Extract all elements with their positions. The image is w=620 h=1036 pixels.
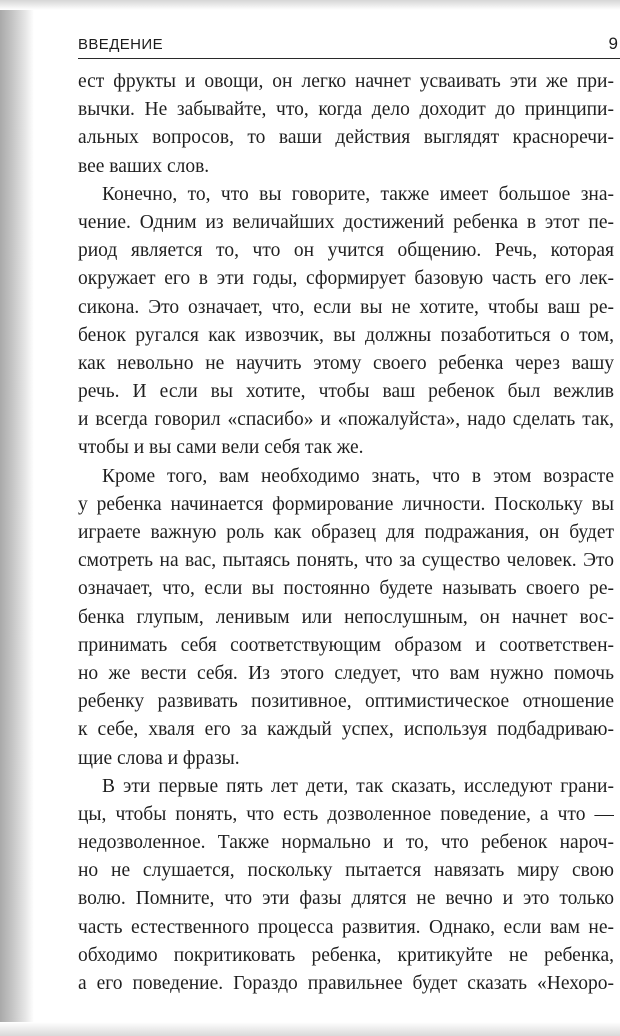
text-line: но не слушается, поскольку пытается навязать миру свою (78, 860, 614, 882)
text-line: и всегда говорил «спасибо» и «пожалуйста», надо сделать так, (78, 409, 614, 431)
text-line: но же вести себя. Из этого следует, что вам нужно помочь (78, 662, 614, 684)
text-line: чтобы и вы сами вели себя так же. (78, 437, 364, 459)
header-divider (78, 58, 620, 59)
running-header (78, 34, 620, 58)
text-line: как невольно не научить этому своего ребенка через вашу (78, 352, 614, 374)
text-line: риод является то, что он учится общению. Речь, которая (78, 240, 614, 262)
page-top-edge (0, 0, 620, 10)
text-line: альных вопросов, то ваши действия выглядят красноречи- (78, 127, 614, 149)
text-line: вее ваших слов. (78, 155, 210, 177)
text-line: означает, что, если вы постоянно будете называть своего ре- (78, 578, 614, 600)
text-line: у ребенка начинается формирование личности. Поскольку вы (78, 493, 614, 515)
chapter-title: ВВЕДЕНИЕ (78, 36, 163, 53)
text-line: часть естественного процесса развития. Однако, если вам не- (78, 916, 614, 938)
text-line: бенка глупым, ленивым или непослушным, он начнет вос- (78, 606, 614, 628)
text-line: окружает его в эти годы, сформирует базовую часть его лек- (78, 268, 614, 290)
binding-shadow (0, 0, 34, 1036)
text-line: вычки. Не забывайте, что, когда дело доходит до принципи- (78, 99, 614, 121)
text-line: ребенку развивать позитивное, оптимистическое отношение (78, 691, 614, 713)
text-line: играете важную роль как образец для подражания, он будет (78, 522, 614, 543)
text-line: чение. Одним из величайших достижений ребенка в этот пе- (78, 211, 614, 233)
text-line: недозволенное. Также нормально и то, что ребенок нароч- (78, 832, 614, 854)
text-line: волю. Помните, что эти фазы длятся не вечно и это только (78, 888, 614, 910)
body-text (78, 68, 614, 998)
text-line: ест фрукты и овощи, он легко начнет усваивать эти же при- (78, 71, 614, 92)
text-line: принимать себя соответствующим образом и соответствен- (78, 634, 614, 656)
text-line: щие слова и фразы. (78, 747, 240, 769)
paragraph (78, 463, 614, 773)
text-line: сикона. Это означает, что, если вы не хотите, чтобы ваш ре- (78, 296, 614, 318)
text-line: а его поведение. Гораздо правильнее будет сказать «Нехоро- (78, 973, 614, 994)
text-line: Кроме того, вам необходимо знать, что в этом возрасте (102, 465, 614, 487)
paragraph (78, 181, 614, 463)
text-line: обходимо покритиковать ребенка, критикуйте не ребенка, (78, 944, 614, 966)
text-line: В эти первые пять лет дети, так сказать, исследуют грани- (102, 775, 614, 797)
text-line: цы, чтобы понять, что есть дозволенное поведение, а что — (78, 803, 614, 825)
text-line: бенок ругался как извозчик, вы должны позаботиться о том, (78, 324, 614, 346)
text-line: к себе, хваля его за каждый успех, используя подбадриваю- (78, 719, 614, 741)
text-line: речь. И если вы хотите, чтобы ваш ребенок был вежлив (78, 381, 614, 403)
text-line: Конечно, то, что вы говорите, также имеет большое зна- (102, 183, 614, 205)
text-line: смотреть на вас, пытаясь понять, что за существо человек. Это (78, 550, 614, 572)
page-number: 9 (608, 34, 618, 53)
paragraph (78, 773, 614, 999)
page-bottom-edge (0, 1022, 620, 1036)
paragraph (78, 68, 614, 181)
